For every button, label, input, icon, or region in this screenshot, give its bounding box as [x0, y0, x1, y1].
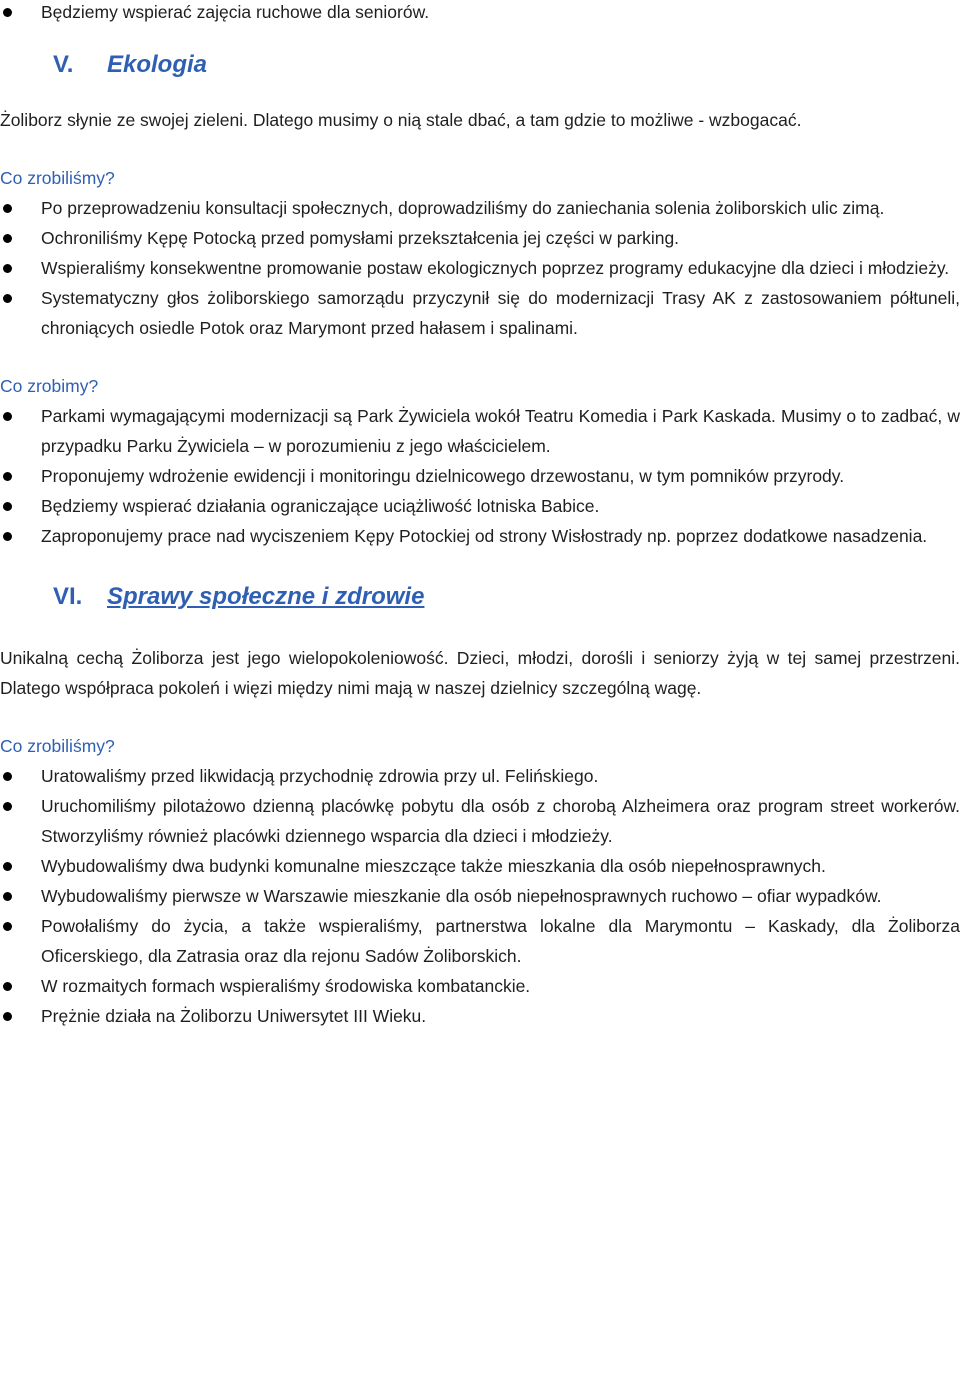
section-vi-title: Sprawy społeczne i zdrowie	[107, 583, 425, 610]
list-item: Będziemy wspierać zajęcia ruchowe dla seniorów.	[0, 0, 960, 27]
list-item: Ochroniliśmy Kępę Potocką przed pomysłami przekształcenia jej części w parking.	[0, 223, 960, 253]
section-vi-number: VI.	[53, 583, 83, 610]
list-item: Po przeprowadzeniu konsultacji społecznych, doprowadziliśmy do zaniechania solenia żoliborskich ulic zimą.	[0, 193, 960, 223]
list-item: Proponujemy wdrożenie ewidencji i monitoringu dzielnicowego drzewostanu, w tym pomników przyrody.	[0, 461, 960, 491]
list-item: Zaproponujemy prace nad wyciszeniem Kępy Potockiej od strony Wisłostrady np. poprzez dodatkowe nasadzenia.	[0, 521, 960, 551]
section-v-intro: Żoliborz słynie ze swojej zieleni. Dlatego musimy o nią stale dbać, a tam gdzie to możliwe - wzbogacać.	[0, 110, 802, 130]
list-item: Systematyczny głos żoliborskiego samorządu przyczynił się do modernizacji Trasy AK z zastosowaniem półtuneli, chroniących osiedle Potok oraz Marymont przed hałasem i spalinami.	[0, 283, 960, 343]
list-item: Będziemy wspierać działania ograniczające uciążliwość lotniska Babice.	[0, 491, 960, 521]
list-item: Parkami wymagającymi modernizacji są Park Żywiciela wokół Teatru Komedia i Park Kaskada. Musimy o to zadbać, w przypadku Parku Żywiciela – w porozumieniu z jego właścicielem.	[0, 401, 960, 461]
section-v-heading	[0, 49, 960, 81]
section-vi-intro: Unikalną cechą Żoliborza jest jego wielopokoleniowość. Dzieci, młodzi, dorośli i seniorzy żyją w tej samej przestrzeni. Dlatego współpraca pokoleń i więzi między nimi mają w naszej dzielnicy szczególną wagę.	[0, 648, 960, 698]
section-v-todo-heading: Co zrobimy?	[0, 376, 99, 396]
section-vi-done-list	[0, 761, 960, 1031]
section-vi-done-heading: Co zrobiliśmy?	[0, 736, 115, 756]
section-v-number: V.	[53, 51, 74, 78]
list-item: Wybudowaliśmy dwa budynki komunalne mieszczące także mieszkania dla osób niepełnosprawnych.	[0, 851, 960, 881]
list-item: Uratowaliśmy przed likwidacją przychodnię zdrowia przy ul. Felińskiego.	[0, 761, 960, 791]
section-vi-heading	[0, 581, 960, 613]
section-v-todo-list	[0, 401, 960, 551]
list-item: Uruchomiliśmy pilotażowo dzienną placówkę pobytu dla osób z chorobą Alzheimera oraz program street workerów. Stworzyliśmy również placówki dziennego wsparcia dla dzieci i młodzieży.	[0, 791, 960, 851]
top-bullet-list	[0, 0, 960, 27]
section-v-done-heading: Co zrobiliśmy?	[0, 168, 115, 188]
list-item: Wspieraliśmy konsekwentne promowanie postaw ekologicznych poprzez programy edukacyjne dla dzieci i młodzieży.	[0, 253, 960, 283]
list-item: Wybudowaliśmy pierwsze w Warszawie mieszkanie dla osób niepełnosprawnych ruchowo – ofiar wypadków.	[0, 881, 960, 911]
list-item: Powołaliśmy do życia, a także wspieraliśmy, partnerstwa lokalne dla Marymontu – Kaskady, dla Żoliborza Oficerskiego, dla Zatrasia oraz dla rejonu Sadów Żoliborskich.	[0, 911, 960, 971]
list-item: W rozmaitych formach wspieraliśmy środowiska kombatanckie.	[0, 971, 960, 1001]
section-v-done-list	[0, 193, 960, 343]
section-v-title: Ekologia	[107, 51, 208, 78]
list-item: Prężnie działa na Żoliborzu Uniwersytet III Wieku.	[0, 1001, 960, 1031]
